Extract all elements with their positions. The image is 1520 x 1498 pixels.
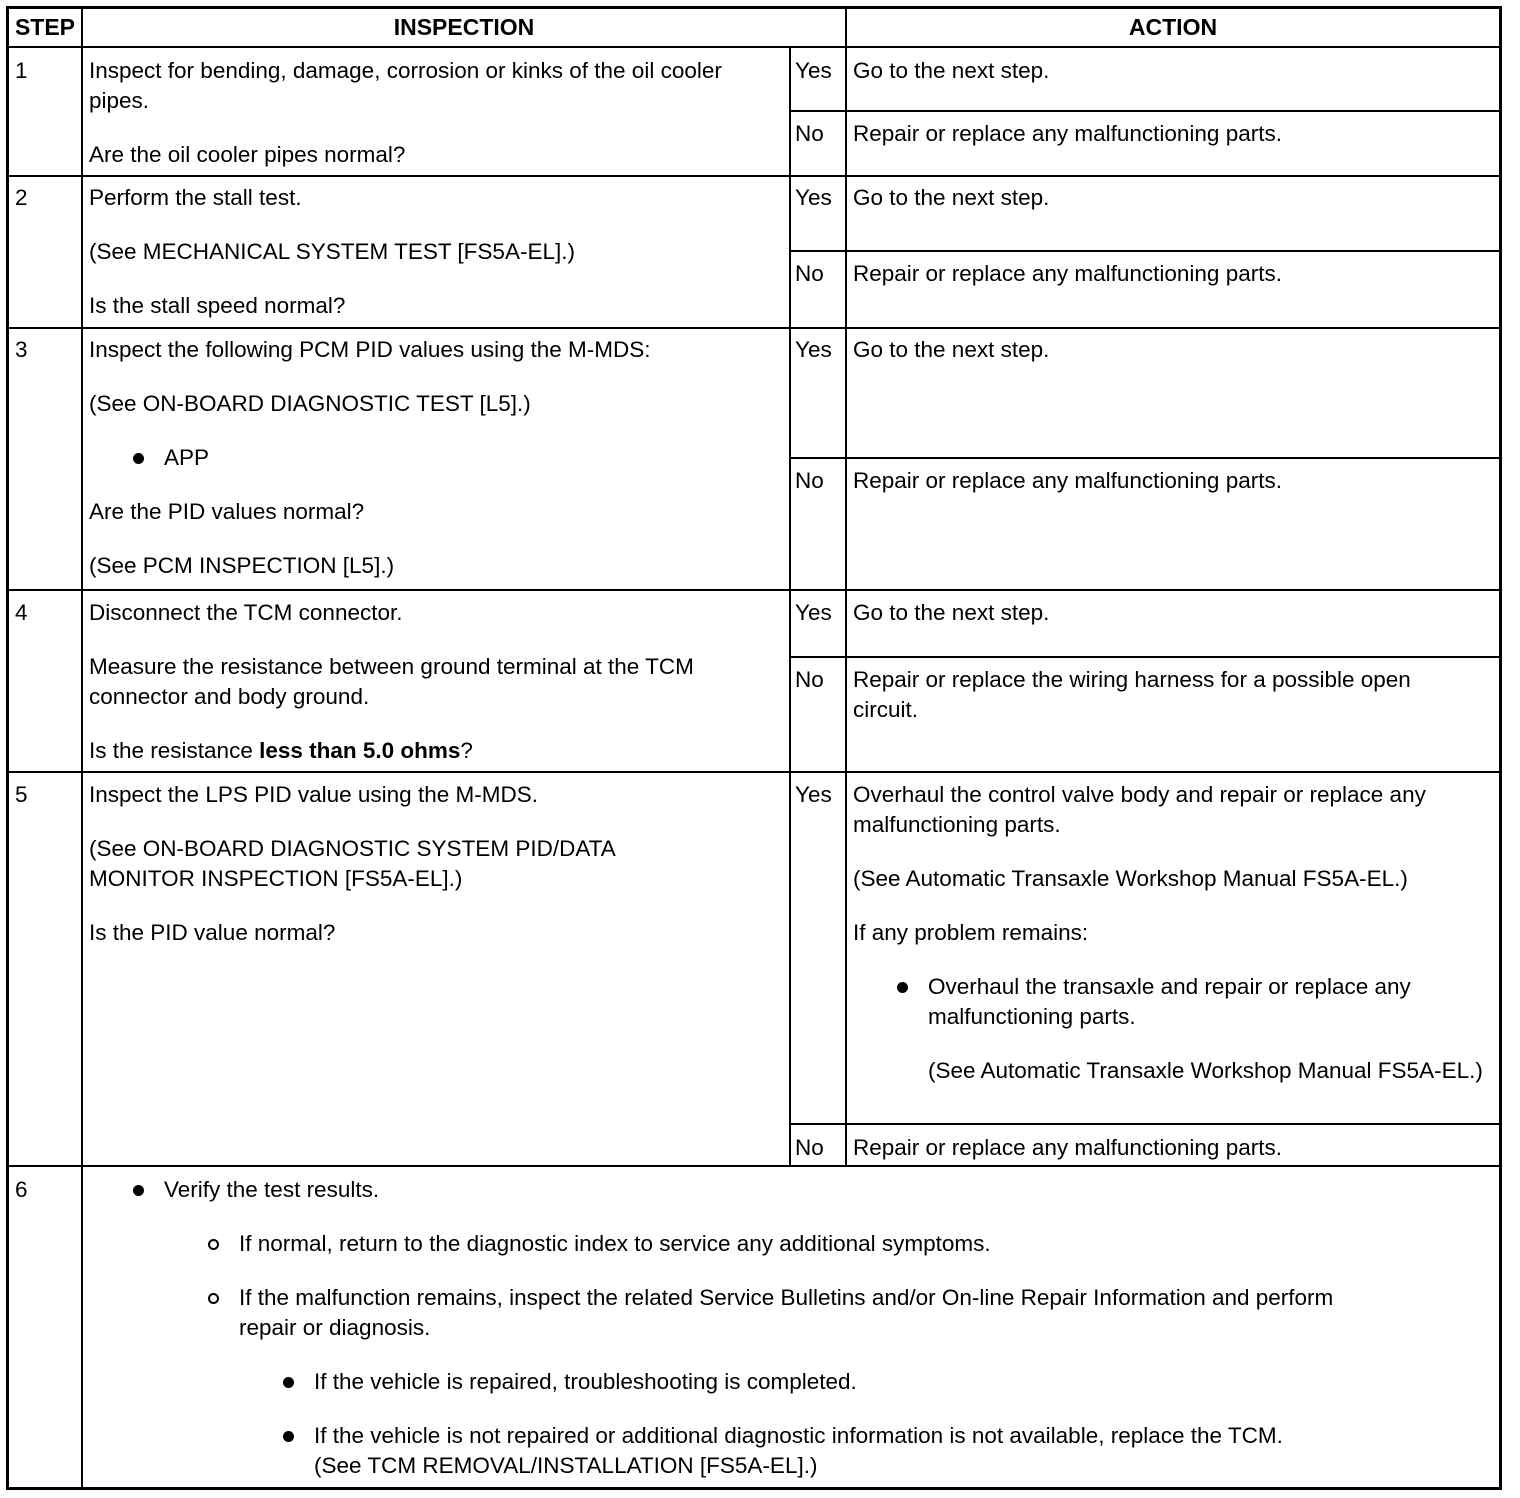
yes-label: Yes (795, 337, 832, 362)
yes-label: Yes (795, 600, 832, 625)
bullet-dot-icon (897, 982, 908, 993)
bullet-text: If the malfunction remains, inspect the related Service Bulletins and/or On-line Repair Information and perform repair or diagnosis. (239, 1285, 1334, 1340)
yes-no-divider (789, 110, 1499, 112)
bullet-dot-icon (283, 1431, 294, 1442)
bullet-dot-icon (133, 1185, 144, 1196)
yes-action: Go to the next step. (853, 185, 1050, 210)
step-2-inspection (83, 183, 789, 321)
action-reference: (See Automatic Transaxle Workshop Manual FS5A-EL.) (928, 1058, 1483, 1083)
no-action: Repair or replace any malfunctioning parts. (853, 468, 1282, 493)
no-action: Repair or replace any malfunctioning parts. (853, 121, 1282, 146)
row-divider (9, 1165, 1499, 1167)
yes-label: Yes (795, 782, 832, 807)
no-action: Repair or replace any malfunctioning parts. (853, 261, 1282, 286)
inspection-question: Is the PID value normal? (89, 920, 336, 945)
no-action: Repair or replace the wiring harness for a possible open circuit. (853, 667, 1411, 722)
bullet-text: Overhaul the transaxle and repair or replace any malfunctioning parts. (928, 974, 1411, 1029)
row-divider (9, 175, 1499, 177)
step-6-actions (83, 1175, 1483, 1481)
yes-action: Go to the next step. (853, 337, 1050, 362)
row-divider (9, 771, 1499, 773)
row-divider (9, 46, 1499, 48)
sub-sub-bullet-item (283, 1421, 1477, 1481)
no-label: No (795, 667, 824, 692)
step-3-inspection (83, 335, 789, 581)
inspection-text: Inspect for bending, damage, corrosion or kinks of the oil cooler pipes. (89, 58, 722, 113)
inspection-text: Inspect the following PCM PID values using the M-MDS: (89, 337, 651, 362)
inspection-question: Is the stall speed normal? (89, 293, 346, 318)
bullet-text: If the vehicle is repaired, troubleshooting is completed. (314, 1369, 857, 1394)
yes-no-divider (789, 656, 1499, 658)
bullet-text: APP (164, 445, 210, 470)
question-mark: ? (460, 738, 473, 763)
bullet-item (897, 972, 1493, 1086)
no-label: No (795, 261, 824, 286)
bullet-item (133, 443, 783, 473)
yes-no-divider (789, 250, 1499, 252)
step-number: 2 (15, 185, 28, 210)
diagnostic-table (6, 6, 1502, 1490)
step-1-inspection (83, 56, 789, 170)
question-text: Is the resistance (89, 738, 260, 763)
yes-label: Yes (795, 185, 832, 210)
row-divider (9, 327, 1499, 329)
inspection-text: Inspect the LPS PID value using the M-MDS. (89, 782, 538, 807)
inspection-question: Are the PID values normal? (89, 499, 365, 524)
no-label: No (795, 121, 824, 146)
step-number: 6 (15, 1177, 28, 1202)
step-number: 3 (15, 337, 28, 362)
inspection-text: Perform the stall test. (89, 185, 302, 210)
bullet-dot-icon (133, 453, 144, 464)
bullet-circle-icon (208, 1293, 219, 1304)
inspection-reference: (See MECHANICAL SYSTEM TEST [FS5A-EL].) (89, 239, 575, 264)
bullet-text: If normal, return to the diagnostic index to service any additional symptoms. (239, 1231, 991, 1256)
step-5-yes-action (847, 780, 1499, 1086)
action-reference: (See Automatic Transaxle Workshop Manual FS5A-EL.) (853, 866, 1408, 891)
inspection-reference: (See PCM INSPECTION [L5].) (89, 553, 395, 578)
sub-bullet-item (208, 1229, 1477, 1259)
bullet-text: Verify the test results. (164, 1177, 380, 1202)
step-number: 1 (15, 58, 28, 83)
step-number: 5 (15, 782, 28, 807)
bullet-item (133, 1175, 1477, 1205)
yes-no-divider (789, 1123, 1499, 1125)
sub-bullet-item (208, 1283, 1369, 1343)
no-label: No (795, 468, 824, 493)
header-inspection: INSPECTION (393, 14, 535, 40)
bullet-text: If the vehicle is not repaired or additional diagnostic information is not available, replace the TCM. (314, 1423, 1283, 1448)
header-action: ACTION (1128, 14, 1218, 40)
no-label: No (795, 1135, 824, 1160)
step-4-inspection (83, 598, 789, 766)
bullet-circle-icon (208, 1239, 219, 1250)
inspection-text: Disconnect the TCM connector. (89, 600, 403, 625)
action-text: If any problem remains: (853, 920, 1089, 945)
row-divider (9, 589, 1499, 591)
inspection-text: Measure the resistance between ground terminal at the TCM connector and body ground. (89, 654, 694, 709)
no-action: Repair or replace any malfunctioning parts. (853, 1135, 1282, 1160)
action-text: Overhaul the control valve body and repair or replace any malfunctioning parts. (853, 782, 1426, 837)
threshold-value: less than 5.0 ohms (259, 738, 461, 763)
yes-no-divider (789, 457, 1499, 459)
inspection-question (89, 736, 783, 766)
inspection-reference: (See ON-BOARD DIAGNOSTIC SYSTEM PID/DATA MONITOR INSPECTION [FS5A-EL].) (89, 836, 615, 891)
inspection-question: Are the oil cooler pipes normal? (89, 142, 406, 167)
step-5-inspection (83, 780, 789, 948)
yes-action: Go to the next step. (853, 58, 1050, 83)
bullet-dot-icon (283, 1377, 294, 1388)
header-step: STEP (14, 14, 76, 40)
inspection-reference: (See ON-BOARD DIAGNOSTIC TEST [L5].) (89, 391, 531, 416)
step-number: 4 (15, 600, 28, 625)
bullet-reference: (See TCM REMOVAL/INSTALLATION [FS5A-EL].) (314, 1453, 818, 1478)
yes-action: Go to the next step. (853, 600, 1050, 625)
sub-sub-bullet-item (283, 1367, 1477, 1397)
yes-label: Yes (795, 58, 832, 83)
